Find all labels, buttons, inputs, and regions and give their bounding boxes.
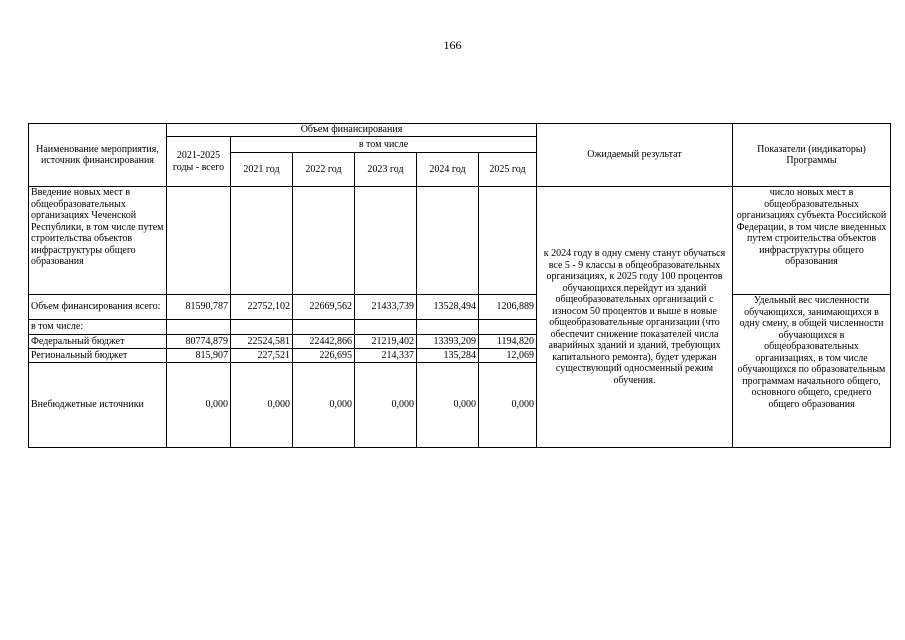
row-label: в том числе:	[29, 320, 167, 335]
header-year: 2022 год	[293, 153, 355, 187]
cell-value: 135,284	[417, 349, 479, 363]
row-label: Федеральный бюджет	[29, 335, 167, 349]
cell-value: 1206,889	[479, 295, 537, 320]
cell-value: 22669,562	[293, 295, 355, 320]
row-label: Внебюджетные источники	[29, 363, 167, 448]
header-indicators: Показатели (индикаторы) Программы	[733, 124, 891, 187]
expected-result-text: к 2024 году в одну смену станут обучаться все 5 - 9 классы в общеобразовательных организациях, к 2025 году 100 процентов обучающихся перейдут из зданий общеобразовательных организаций с износом 50 процентов и выше в новые общеобразовательные организации (что обеспечит снижение показателей числа аварийных зданий и зданий, требующих капитального ремонта), будет удержан существующий односменный режим обучения.	[537, 187, 733, 448]
cell-value: 22752,102	[231, 295, 293, 320]
cell-value: 21219,402	[355, 335, 417, 349]
cell-value: 815,907	[167, 349, 231, 363]
cell-value: 0,000	[479, 363, 537, 448]
measure-name: Введение новых мест в общеобразовательных организациях Чеченской Республики, в том числе путем строительства объектов инфраструктуры общего образования	[29, 187, 167, 295]
cell-value: 21433,739	[355, 295, 417, 320]
cell-value: 22442,866	[293, 335, 355, 349]
cell-value: 13393,209	[417, 335, 479, 349]
header-year: 2024 год	[417, 153, 479, 187]
cell-value: 12,069	[479, 349, 537, 363]
cell-value: 0,000	[167, 363, 231, 448]
table-row	[29, 295, 891, 320]
cell-value: 0,000	[293, 363, 355, 448]
header-funding-volume: Объем финансирования	[167, 124, 537, 137]
cell-value: 226,695	[293, 349, 355, 363]
cell-value: 0,000	[355, 363, 417, 448]
row-label: Объем финансирования всего:	[29, 295, 167, 320]
cell-value: 214,337	[355, 349, 417, 363]
page-number: 166	[443, 38, 462, 52]
header-year: 2025 год	[479, 153, 537, 187]
header-year: 2021 год	[231, 153, 293, 187]
indicator-text-2: Удельный вес численности обучающихся, занимающихся в одну смену, в общей численности обучающихся в общеобразовательных организациях, в том числе обучающихся по образовательным программам начального общего, основного общего, среднего общего образования	[733, 295, 891, 448]
header-name: Наименование мероприятия, источник финансирования	[29, 124, 167, 187]
header-total: 2021-2025 годы - всего	[167, 137, 231, 187]
cell-value: 0,000	[231, 363, 293, 448]
row-label: Региональный бюджет	[29, 349, 167, 363]
header-including: в том числе	[231, 137, 537, 153]
cell-value: 227,521	[231, 349, 293, 363]
header-year: 2023 год	[355, 153, 417, 187]
funding-table	[28, 123, 891, 448]
cell-value: 22524,581	[231, 335, 293, 349]
indicator-text-1: число новых мест в общеобразовательных организациях субъекта Российской Федерации, в том числе введенных путем строительства объектов инфраструктуры общего образования	[733, 187, 891, 295]
cell-value: 1194,820	[479, 335, 537, 349]
cell-value: 13528,494	[417, 295, 479, 320]
cell-value: 80774,879	[167, 335, 231, 349]
cell-value: 0,000	[417, 363, 479, 448]
cell-value: 81590,787	[167, 295, 231, 320]
header-expected-result: Ожидаемый результат	[537, 124, 733, 187]
